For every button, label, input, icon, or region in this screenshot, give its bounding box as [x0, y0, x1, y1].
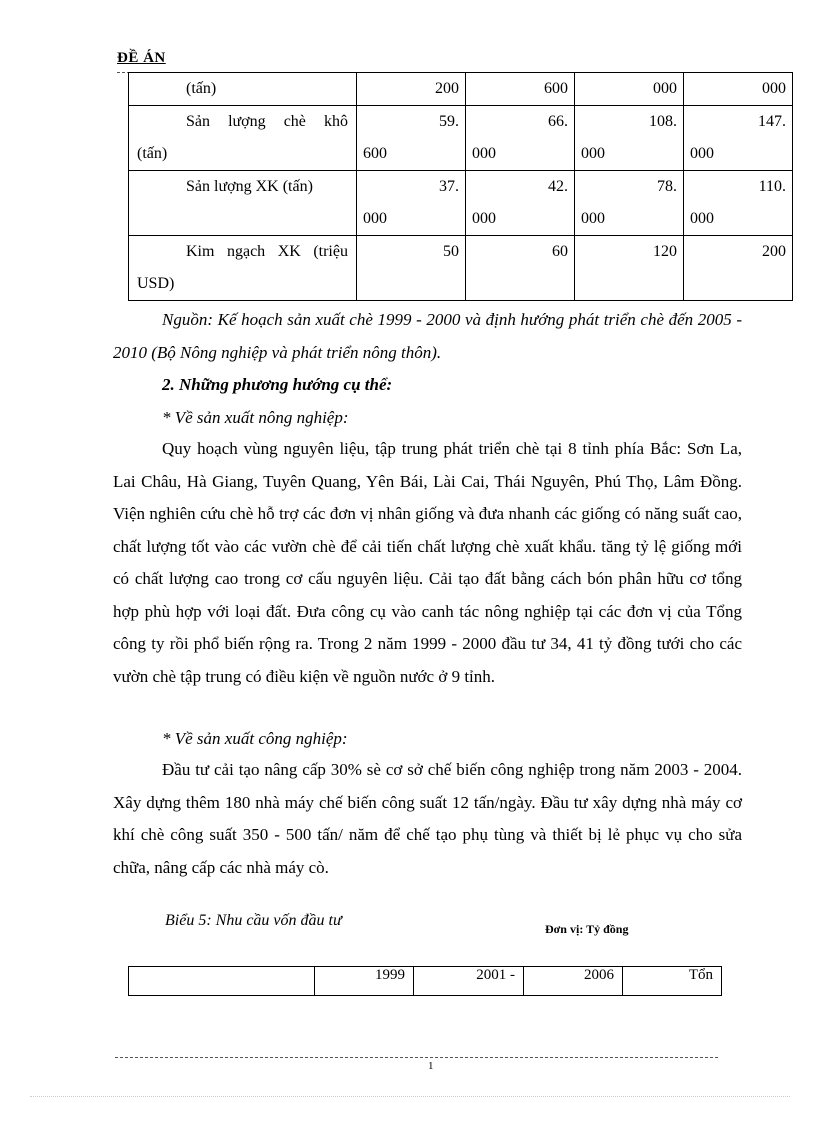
label-word: Sản [186, 113, 210, 130]
page-bottom-edge [30, 1096, 790, 1097]
table-row [129, 106, 793, 171]
row-label [129, 236, 357, 301]
cell-value: 42. [548, 178, 568, 195]
cell-value: 37. [439, 178, 459, 195]
cell-value: 78. [657, 178, 677, 195]
table2-unit: Đơn vị: Tỷ đồng [545, 922, 629, 936]
table-cell [575, 73, 684, 106]
row-label-line [129, 236, 356, 268]
production-table [128, 72, 793, 301]
table-cell [575, 106, 684, 171]
cell-value: 000 [472, 210, 496, 227]
table-cell [684, 171, 793, 236]
table-header-cell [129, 967, 315, 996]
sub-heading-agriculture: * Về sản xuất nông nghiệp: [162, 408, 349, 427]
cell-value: 000 [762, 80, 786, 97]
table-header-cell: Tổn [623, 967, 722, 996]
table-cell [357, 106, 466, 171]
label-word: XK [277, 243, 301, 260]
cell-value: 120 [653, 243, 677, 260]
table-row [129, 171, 793, 236]
footer-divider [115, 1057, 718, 1058]
cell-value: 000 [690, 210, 714, 227]
table-row [129, 73, 793, 106]
cell-value: 000 [581, 145, 605, 162]
cell-value: 147. [758, 113, 786, 130]
label-word: lượng [228, 113, 266, 130]
table-cell [575, 236, 684, 301]
table-cell [684, 73, 793, 106]
table-cell [466, 171, 575, 236]
table-row [129, 236, 793, 301]
table-row [129, 967, 722, 996]
cell-value: 108. [649, 113, 677, 130]
cell-value: 59. [439, 113, 459, 130]
table-cell [466, 73, 575, 106]
sub-heading-industry: * Về sản xuất công nghiệp: [162, 729, 348, 748]
cell-value: 50 [443, 243, 459, 260]
section-heading: 2. Những phương hướng cụ thể: [162, 375, 393, 394]
cell-value: 600 [363, 145, 387, 162]
cell-value: 000 [653, 80, 677, 97]
label-word: ngạch [226, 243, 266, 260]
investment-table [128, 966, 722, 996]
table-header-cell: 1999 [315, 967, 414, 996]
row-label-line [129, 106, 356, 138]
row-label-line: (tấn) [186, 80, 217, 97]
label-word: khô [323, 113, 348, 130]
cell-value: 66. [548, 113, 568, 130]
paragraph-industry: Đầu tư cải tạo nâng cấp 30% sè cơ sở chế biến công nghiệp trong năm 2003 - 2004. Xây dựng thêm 180 nhà máy chế biến công suất 12 tấn/ngày. Đầu tư xây dựng nhà máy cơ khí chè công suất 350 - 500 tấn/ năm để chế tạo phụ tùng và thiết bị lẻ phục vụ cho sửa chữa, nâng cấp các nhà máy cò. [113, 760, 742, 877]
table-cell [684, 236, 793, 301]
table-cell [684, 106, 793, 171]
table-cell [575, 171, 684, 236]
label-word: Kim [186, 243, 215, 260]
cell-value: 600 [544, 80, 568, 97]
row-label [129, 171, 357, 236]
label-word: (triệu [313, 243, 348, 260]
cell-value: 000 [472, 145, 496, 162]
table-header-cell: 2001 - [414, 967, 524, 996]
cell-value: 000 [690, 145, 714, 162]
cell-value: 60 [552, 243, 568, 260]
label-word: chè [283, 113, 306, 130]
cell-value: 000 [581, 210, 605, 227]
cell-value: 200 [762, 243, 786, 260]
table-header-cell: 2006 [524, 967, 623, 996]
document-header: ĐỀ ÁN [117, 50, 166, 66]
cell-value: 000 [363, 210, 387, 227]
source-note: Nguồn: Kế hoạch sản xuất chè 1999 - 2000 và định hướng phát triển chè đến 2005 - 2010 (Bộ Nông nghiệp và phát triển nông thôn). [113, 310, 742, 362]
table-cell [466, 106, 575, 171]
table-cell [357, 73, 466, 106]
row-label [129, 106, 357, 171]
table-cell [357, 171, 466, 236]
row-label-line: USD) [137, 275, 175, 292]
table-cell [357, 236, 466, 301]
row-label-line: Sản lượng XK (tấn) [186, 178, 313, 195]
row-label-line: (tấn) [137, 145, 168, 162]
table2-caption: Biểu 5: Nhu cầu vốn đầu tư [165, 912, 342, 929]
table-cell [466, 236, 575, 301]
cell-value: 110. [758, 178, 786, 195]
page-number: 1 [428, 1060, 434, 1072]
cell-value: 200 [435, 80, 459, 97]
paragraph-agriculture: Quy hoạch vùng nguyên liệu, tập trung phát triển chè tại 8 tỉnh phía Bắc: Sơn La, Lai Châu, Hà Giang, Tuyên Quang, Yên Bái, Lài Cai, Thái Nguyên, Phú Thọ, Lâm Đồng. Viện nghiên cứu chè hỗ trợ các đơn vị nhân giống và đưa nhanh các giống có năng suất cao, chất lượng tốt vào các vườn chè để cải tiến chất lượng chè xuất khẩu. tăng tỷ lệ giống mới có chất lượng cao trong cơ cấu nguyên liệu. Cải tạo đất bằng cách bón phân hữu cơ tổng hợp phù hợp với loại đất. Đưa công cụ vào canh tác nông nghiệp tại các đơn vị của Tổng công ty rồi phổ biến rộng ra. Trong 2 năm 1999 - 2000 đầu tư 34, 41 tỷ đồng tưới cho các vườn chè tập trung có điều kiện về nguồn nước ở 9 tỉnh. [113, 439, 742, 686]
row-label [129, 73, 357, 106]
